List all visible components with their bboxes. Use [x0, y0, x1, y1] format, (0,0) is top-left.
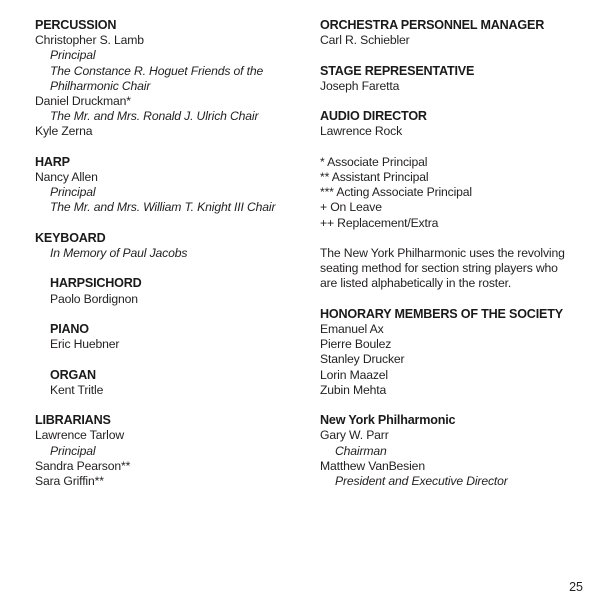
member-name: Sandra Pearson** [35, 458, 131, 473]
legend-item: ** Assistant Principal [320, 169, 429, 184]
section-heading: ORGAN [50, 367, 96, 382]
organ-section [35, 368, 300, 398]
member-name: Zubin Mehta [320, 382, 387, 397]
legend-item: *** Acting Associate Principal [320, 185, 472, 200]
stage-representative-section [320, 64, 585, 94]
symbol-legend [320, 155, 585, 231]
chair-name: Philharmonic Chair [50, 78, 151, 93]
member-title: Chairman [335, 443, 387, 458]
section-heading: PIANO [50, 322, 89, 336]
section-heading: HARPSICHORD [50, 276, 142, 291]
section-heading: KEYBOARD [35, 230, 106, 245]
member-name: Eric Huebner [50, 337, 120, 352]
member-name: Joseph Faretta [320, 78, 400, 93]
audio-director-section [320, 109, 585, 139]
percussion-section [35, 18, 300, 140]
section-heading: STAGE REPRESENTATIVE [320, 63, 475, 78]
right-column [320, 18, 585, 489]
member-title: Principal [50, 185, 96, 200]
section-heading: AUDIO DIRECTOR [320, 109, 427, 124]
legend-item: + On Leave [320, 200, 382, 215]
left-column [35, 18, 300, 489]
keyboard-section [35, 231, 300, 261]
chair-name: The Mr. and Mrs. William T. Knight III Chair [50, 200, 276, 215]
chair-name: The Mr. and Mrs. Ronald J. Ulrich Chair [50, 109, 259, 124]
member-name: Kent Tritle [50, 382, 104, 397]
section-heading: New York Philharmonic [320, 413, 456, 428]
section-heading: ORCHESTRA PERSONNEL MANAGER [320, 18, 545, 32]
member-name: Lawrence Tarlow [35, 428, 124, 443]
legend-item: * Associate Principal [320, 154, 428, 169]
member-name: Pierre Boulez [320, 337, 392, 352]
page-number: 25 [569, 580, 583, 594]
member-name: Christopher S. Lamb [35, 33, 144, 48]
note-line: The New York Philharmonic uses the revolving [320, 245, 565, 260]
member-name: Matthew VanBesien [320, 458, 425, 473]
piano-section [35, 322, 300, 352]
member-title: President and Executive Director [335, 474, 508, 488]
member-name: Nancy Allen [35, 170, 98, 185]
section-heading: PERCUSSION [35, 18, 117, 32]
member-name: Carl R. Schiebler [320, 33, 410, 48]
member-name: Daniel Druckman* [35, 94, 131, 109]
nyphil-leadership-section [320, 413, 585, 489]
librarians-section [35, 413, 300, 489]
member-name: Emanuel Ax [320, 321, 384, 336]
section-heading: HONORARY MEMBERS OF THE SOCIETY [320, 306, 563, 321]
member-name: Lawrence Rock [320, 124, 403, 139]
member-name: Sara Griffin** [35, 474, 104, 488]
personnel-manager-section [320, 18, 585, 48]
legend-item: ++ Replacement/Extra [320, 215, 439, 230]
member-name: Lorin Maazel [320, 367, 388, 382]
member-name: Kyle Zerna [35, 124, 93, 139]
note-line: seating method for section string players who [320, 261, 558, 276]
member-name: Gary W. Parr [320, 428, 389, 443]
chair-name: In Memory of Paul Jacobs [50, 246, 188, 261]
section-heading: HARP [35, 154, 70, 169]
member-name: Stanley Drucker [320, 352, 405, 367]
member-title: Principal [50, 443, 96, 458]
harp-section [35, 155, 300, 216]
member-name: Paolo Bordignon [50, 291, 138, 306]
note-line: are listed alphabetically in the roster. [320, 276, 512, 291]
harpsichord-section [35, 276, 300, 306]
section-heading: LIBRARIANS [35, 413, 111, 428]
member-title: Principal [50, 48, 96, 63]
honorary-members-section [320, 307, 585, 398]
seating-note [320, 246, 585, 292]
chair-name: The Constance R. Hoguet Friends of the [50, 63, 264, 78]
